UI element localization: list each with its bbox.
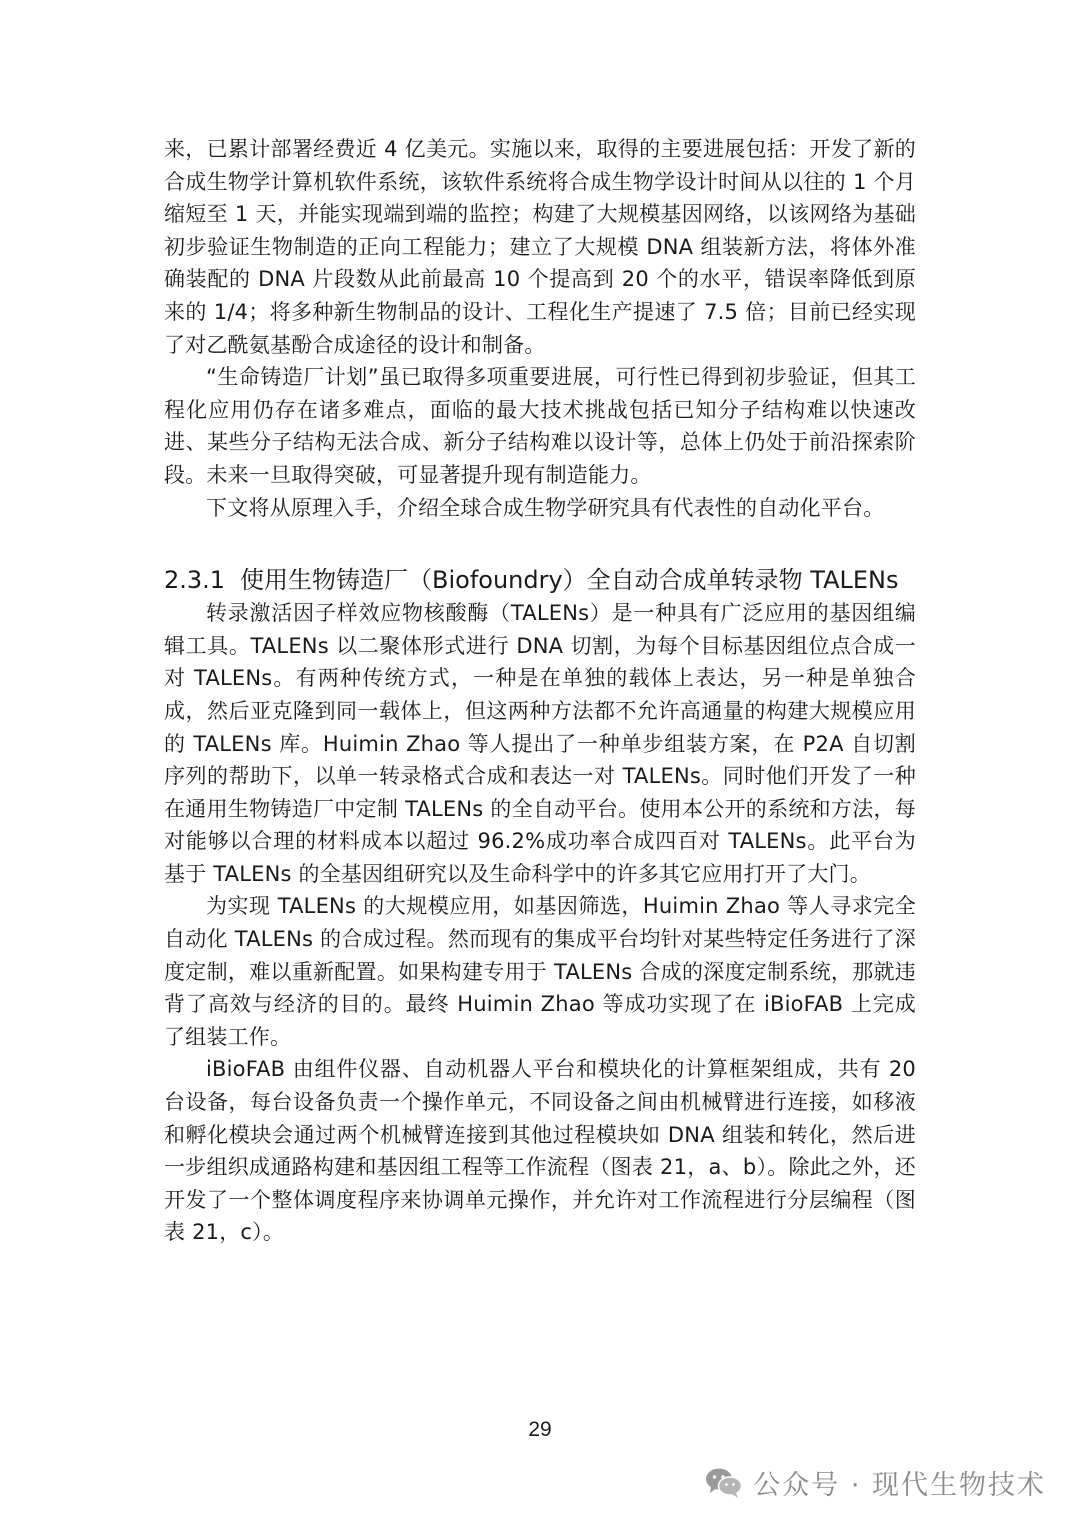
paragraph-3: 下文将从原理入手，介绍全球合成生物学研究具有代表性的自动化平台。 xyxy=(206,495,885,520)
section-heading xyxy=(164,564,916,597)
watermark xyxy=(705,1463,1046,1502)
page-content xyxy=(164,133,916,1249)
paragraph-4: 转录激活因子样效应物核酸酶（TALENs）是一种具有广泛应用的基因组编辑工具。TALENs 以二聚体形式进行 DNA 切割，为每个目标基因组位点合成一对 TALENs。有两种传统方式，一种是在单独的载体上表达，另一种是单独合成，然后亚克隆到同一载体上，但这两种方法都不允许高通量的构建大规模应用的 TALENs 库。Huimin Zhao 等人提出了一种单步组装方案，在 P2A 自切割序列的帮助下，以单一转录格式合成和表达一对 TALENs。同时他们开发了一种在通用生物铸造厂中定制 TALENs 的全自动平台。使用本公开的系统和方法，每对能够以合理的材料成本以超过 96.2%成功率合成四百对 TALENs。此平台为基于 TALENs 的全基因组研究以及生命科学中的许多其它应用打开了大门。 xyxy=(164,601,916,886)
section-number: 2.3.1 xyxy=(164,566,226,595)
paragraph-1: 来，已累计部署经费近 4 亿美元。实施以来，取得的主要进展包括：开发了新的合成生物学计算机软件系统，该软件系统将合成生物学设计时间从以往的 1 个月缩短至 1 天，并能实现端到端的监控；构建了大规模基因网络，以该网络为基础初步验证生物制造的正向工程能力；建立了大规模 DNA 组装新方法，将体外准确装配的 DNA 片段数从此前最高 10 个提高到 20 个的水平，错误率降低到原来的 1/4；将多种新生物制品的设计、工程化生产提速了 7.5 倍；目前已经实现了对乙酰氨基酚合成途径的设计和制备。 xyxy=(164,137,916,357)
paragraph-6: iBioFAB 由组件仪器、自动机器人平台和模块化的计算框架组成，共有 20 台设备，每台设备负责一个操作单元，不同设备之间由机械臂进行连接，如移液和孵化模块会通过两个机械臂连接到其他过程模块如 DNA 组装和转化，然后进一步组织成通路构建和基因组工程等工作流程（图表 21，a、b）。除此之外，还开发了一个整体调度程序来协调单元操作，并允许对工作流程进行分层编程（图表 21，c）。 xyxy=(164,1057,916,1245)
section-title: 使用生物铸造厂（Biofoundry）全自动合成单转录物 TALENs xyxy=(240,566,899,595)
wechat-icon xyxy=(705,1467,743,1499)
page-number: 29 xyxy=(528,1418,552,1441)
paragraph-5: 为实现 TALENs 的大规模应用，如基因筛选，Huimin Zhao 等人寻求完全自动化 TALENs 的合成过程。然而现有的集成平台均针对某些特定任务进行了深度定制，难以重新配置。如果构建专用于 TALENs 合成的深度定制系统，那就违背了高效与经济的目的。最终 Huimin Zhao 等成功实现了在 iBioFAB 上完成了组装工作。 xyxy=(164,894,916,1049)
paragraph-2: “生命铸造厂计划”虽已取得多项重要进展，可行性已得到初步验证，但其工程化应用仍存在诸多难点，面临的最大技术挑战包括已知分子结构难以快速改进、某些分子结构无法合成、新分子结构难以设计等，总体上仍处于前沿探索阶段。未来一旦取得突破，可显著提升现有制造能力。 xyxy=(164,365,916,487)
watermark-text: 公众号 · 现代生物技术 xyxy=(753,1470,1046,1501)
